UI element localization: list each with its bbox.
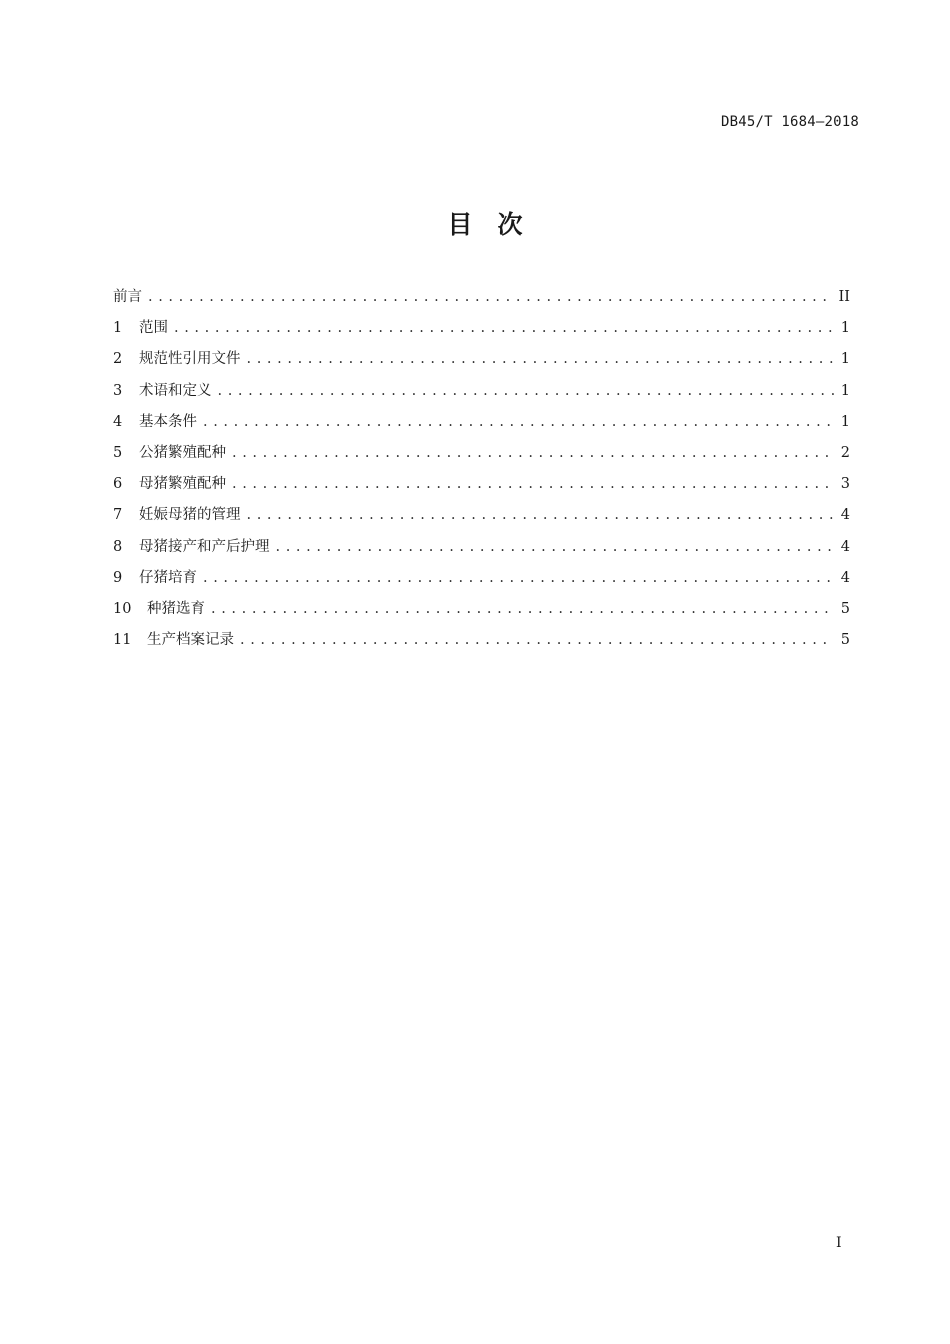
toc-entry-page: 3 bbox=[840, 476, 850, 493]
toc-dot-leader bbox=[218, 376, 835, 407]
toc-entry-number: 1 bbox=[113, 320, 123, 337]
toc-entry-boar-breeding[interactable] bbox=[113, 438, 850, 469]
toc-entry-terms-definitions[interactable] bbox=[113, 376, 850, 407]
toc-entry-number: 5 bbox=[113, 444, 123, 461]
page-title: 目 次 bbox=[447, 210, 523, 239]
toc-entry-page: 2 bbox=[840, 444, 850, 461]
toc-dot-leader bbox=[203, 407, 834, 438]
toc-entry-label: 妊娠母猪的管理 bbox=[139, 507, 241, 524]
toc-dot-leader bbox=[232, 469, 834, 500]
toc-entry-normative-references[interactable] bbox=[113, 344, 850, 375]
toc-dot-leader bbox=[174, 313, 834, 344]
toc-dot-leader bbox=[203, 563, 834, 594]
toc-dot-leader bbox=[232, 438, 834, 469]
toc-entry-label: 规范性引用文件 bbox=[139, 351, 241, 368]
toc-dot-leader bbox=[247, 344, 835, 375]
toc-entry-label: 术语和定义 bbox=[139, 382, 212, 399]
toc-entry-pregnant-sow-management[interactable] bbox=[113, 500, 850, 531]
toc-entry-number: 10 bbox=[113, 600, 132, 617]
page-number: I bbox=[836, 1235, 842, 1251]
toc-entry-scope[interactable] bbox=[113, 313, 850, 344]
toc-entry-label: 前言 bbox=[113, 289, 142, 305]
toc-entry-label: 基本条件 bbox=[139, 413, 197, 430]
toc-entry-number: 2 bbox=[113, 351, 123, 368]
toc-entry-page: 1 bbox=[840, 351, 850, 368]
toc-entry-sow-breeding[interactable] bbox=[113, 469, 850, 500]
toc-entry-page: 1 bbox=[840, 320, 850, 337]
toc-dot-leader bbox=[148, 282, 833, 313]
toc-entry-label: 公猪繁殖配种 bbox=[139, 444, 226, 461]
toc-entry-foreword[interactable] bbox=[113, 282, 850, 313]
toc-entry-number: 7 bbox=[113, 507, 123, 524]
toc-entry-farrowing-care[interactable] bbox=[113, 532, 850, 563]
toc-entry-number: 3 bbox=[113, 382, 123, 399]
toc-entry-page: 4 bbox=[840, 569, 850, 586]
toc-entry-number: 8 bbox=[113, 538, 123, 555]
toc-dot-leader bbox=[276, 532, 835, 563]
toc-dot-leader bbox=[247, 500, 835, 531]
toc-entry-label: 母猪接产和产后护理 bbox=[139, 538, 270, 555]
toc-entry-page: 1 bbox=[840, 413, 850, 430]
standard-code: DB45/T 1684—2018 bbox=[720, 114, 859, 130]
toc-dot-leader bbox=[211, 594, 834, 625]
toc-entry-number: 6 bbox=[113, 476, 123, 493]
toc-entry-page: 4 bbox=[840, 507, 850, 524]
toc-entry-label: 范围 bbox=[139, 320, 168, 337]
toc-entry-piglet-rearing[interactable] bbox=[113, 563, 850, 594]
toc-entry-label: 仔猪培育 bbox=[139, 569, 197, 586]
toc-entry-number: 9 bbox=[113, 569, 123, 586]
toc-dot-leader bbox=[240, 625, 834, 656]
toc-entry-number: 11 bbox=[113, 632, 132, 649]
toc-entry-page: 5 bbox=[840, 600, 850, 617]
toc-entry-page: II bbox=[838, 289, 850, 305]
toc-entry-label: 母猪繁殖配种 bbox=[139, 476, 226, 493]
table-of-contents bbox=[113, 282, 850, 656]
toc-entry-page: 4 bbox=[840, 538, 850, 555]
toc-entry-breeding-selection[interactable] bbox=[113, 594, 850, 625]
toc-entry-page: 5 bbox=[840, 632, 850, 649]
toc-entry-basic-conditions[interactable] bbox=[113, 407, 850, 438]
toc-entry-label: 种猪选育 bbox=[147, 600, 205, 617]
toc-entry-label: 生产档案记录 bbox=[147, 632, 234, 649]
toc-entry-number: 4 bbox=[113, 413, 123, 430]
toc-entry-production-records[interactable] bbox=[113, 625, 850, 656]
toc-entry-page: 1 bbox=[840, 382, 850, 399]
